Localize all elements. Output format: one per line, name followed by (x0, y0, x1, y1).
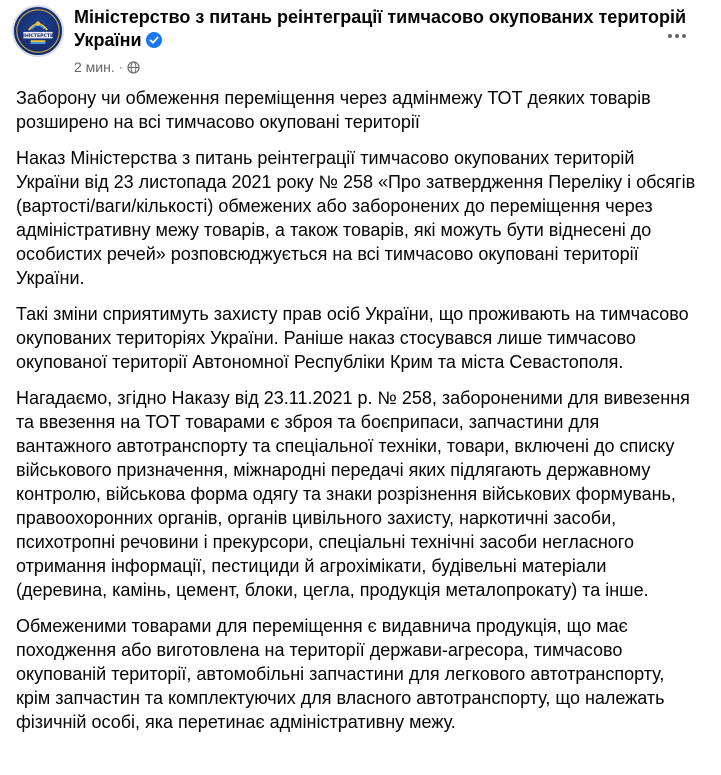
post-body (8, 86, 705, 734)
post-header (8, 0, 705, 86)
more-options-icon (668, 34, 686, 38)
post-paragraph: Наказ Міністерства з питань реінтеграції тимчасово окупованих територій України від 23 листопада 2021 року № 258 «Про затвердження Переліку і обсягів (вартості/ваги/кількості) обмежених або заборонених до переміщення через адміністративну межу товарів, а також товарів, які можуть бути віднесені до особистих речей» розповсюджується на всі тимчасово окуповані території України. (16, 148, 696, 288)
globe-icon[interactable] (127, 61, 140, 74)
avatar-text: МІНІСТЕРСТВО (18, 34, 58, 39)
post-meta (74, 58, 140, 76)
page-name-link[interactable] (74, 6, 694, 52)
page-avatar[interactable] (12, 5, 64, 57)
post-paragraph: Нагадаємо, згідно Наказу від 23.11.2021 р. № 258, забороненими для вивезення та ввезення на ТОТ товарами є зброя та боєприпаси, запчастини для вантажного автотранспорту та спеціальної техніки, товари, включені до списку військового призначення, міжнародні передачі яких підлягають державному контролю, військова форма одягу та знаки розрізнення військових формувань, правоохоронних органів, органів цивільного захисту, наркотичні засоби, психотропні речовини і прекурсори, спеціальні технічні засоби негласного отримання інформації, пестициди й агрохімікати, будівельні матеріали (деревина, камінь, цемент, блоки, цегла, продукція металопрокату) та інше. (16, 388, 690, 600)
post-paragraph: Обмеженими товарами для переміщення є видавнича продукція, що має походження або виготовлена на території держави-агресора, тимчасово окупованій території, автомобільні запчастини для легкового автотранспорту, крім запчастин та комплектуючих для власного автотранспорту, що належать фізичній особі, яка перетинає адміністративну межу. (16, 616, 665, 732)
ministry-logo-icon (14, 7, 62, 55)
post-paragraph: Заборону чи обмеження переміщення через адмінмежу ТОТ деяких товарів розширено на всі тимчасово окуповані території (16, 88, 651, 132)
author-name[interactable]: Міністерство з питань реінтеграції тимчасово окупованих територій України (74, 7, 687, 50)
verified-badge-icon (146, 32, 162, 48)
post-timestamp[interactable]: 2 мин. (74, 59, 115, 75)
more-options-button[interactable] (663, 22, 691, 50)
meta-separator: · (118, 60, 123, 74)
post-paragraph: Такі зміни сприятимуть захисту прав осіб України, що проживають на тимчасово окупованих територіях України. Раніше наказ стосувався лише тимчасово окупованої території Автономної Республіки Крим та міста Севастополя. (16, 304, 689, 372)
